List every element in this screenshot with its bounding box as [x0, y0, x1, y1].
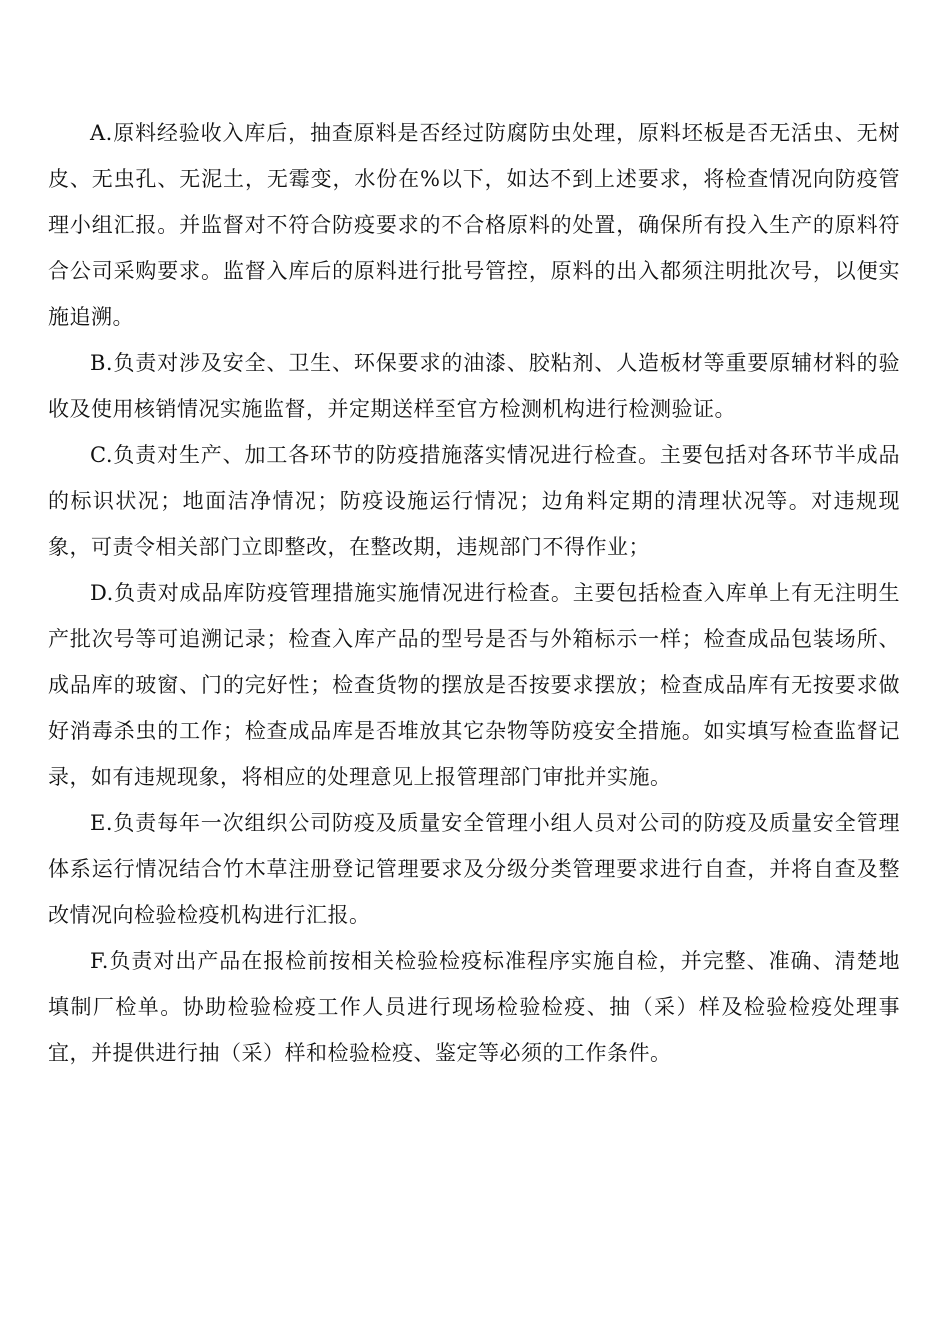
paragraph-b: B.负责对涉及安全、卫生、环保要求的油漆、胶粘剂、人造板材等重要原辅材料的验收及使用核销情况实施监督，并定期送样至官方检测机构进行检测验证。 — [48, 351, 900, 421]
document-page — [48, 110, 900, 1076]
paragraph-c: C.负责对生产、加工各环节的防疫措施落实情况进行检查。主要包括对各环节半成品的标识状况；地面洁净情况；防疫设施运行情况；边角料定期的清理状况等。对违规现象，可责令相关部门立即整改，在整改期，违规部门不得作业； — [48, 443, 900, 559]
paragraph-f: F.负责对出产品在报检前按相关检验检疫标准程序实施自检，并完整、准确、清楚地填制厂检单。协助检验检疫工作人员进行现场检验检疫、抽（采）样及检验检疫处理事宜，并提供进行抽（采）样和检验检疫、鉴定等必须的工作条件。 — [48, 949, 900, 1065]
paragraph-a: A.原料经验收入库后，抽查原料是否经过防腐防虫处理，原料坯板是否无活虫、无树皮、无虫孔、无泥土，无霉变，水份在%以下，如达不到上述要求，将检查情况向防疫管理小组汇报。并监督对不符合防疫要求的不合格原料的处置，确保所有投入生产的原料符合公司采购要求。监督入库后的原料进行批号管控，原料的出入都须注明批次号，以便实施追溯。 — [48, 121, 900, 329]
paragraph-e: E.负责每年一次组织公司防疫及质量安全管理小组人员对公司的防疫及质量安全管理体系运行情况结合竹木草注册登记管理要求及分级分类管理要求进行自查，并将自查及整改情况向检验检疫机构进行汇报。 — [48, 811, 900, 927]
paragraph-d: D.负责对成品库防疫管理措施实施情况进行检查。主要包括检查入库单上有无注明生产批次号等可追溯记录；检查入库产品的型号是否与外箱标示一样；检查成品包装场所、成品库的玻窗、门的完好性；检查货物的摆放是否按要求摆放；检查成品库有无按要求做好消毒杀虫的工作；检查成品库是否堆放其它杂物等防疫安全措施。如实填写检查监督记录，如有违规现象，将相应的处理意见上报管理部门审批并实施。 — [48, 581, 900, 789]
